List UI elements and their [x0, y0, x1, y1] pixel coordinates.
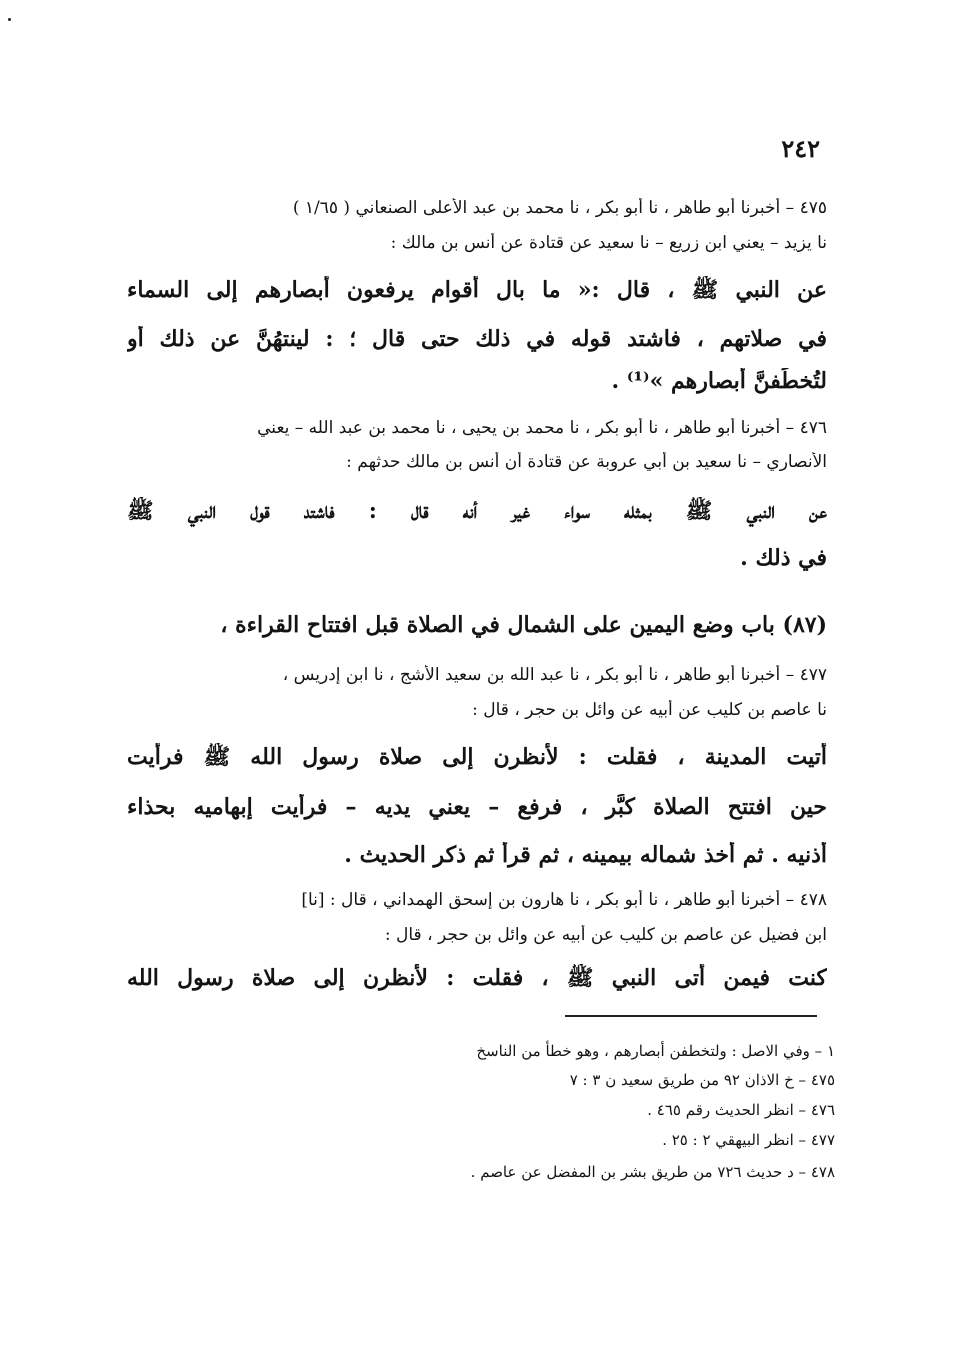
- footnote: ٤٧٦ – انظر الحديث رقم ٤٦٥ .: [647, 1101, 835, 1119]
- hadith-text-line: حين افتتح الصلاة كبَّر ، فرفع – يعني يديه – فرأيت إبهاميه بحذاء: [127, 794, 827, 820]
- hadith-text-line: عن النبي ﷺ بمثله سواء غير أنه قال : فاشتد قول النبي ﷺ: [127, 498, 827, 524]
- isnad-line: نا يزيد – يعني ابن زريع – نا سعيد عن قتادة عن أنس بن مالك :: [390, 233, 827, 253]
- isnad-line: ابن فضيل عن عاصم بن كليب عن أبيه عن وائل بن حجر ، قال :: [384, 925, 827, 945]
- isnad-line: ٤٧٨ – أخبرنا أبو طاهر ، نا أبو بكر ، نا هارون بن إسحق الهمداني ، قال : [نا]: [301, 890, 827, 910]
- footnote-separator: [565, 1015, 817, 1017]
- chapter-heading: (٨٧) باب وضع اليمين على الشمال في الصلاة قبل افتتاح القراءة ،: [220, 612, 827, 638]
- isnad-line: نا عاصم بن كليب عن أبيه عن وائل بن حجر ، قال :: [472, 700, 827, 720]
- footnote: ١ – وفي الاصل : ولتخطفن أبصارهم ، وهو خطأ من الناسخ: [476, 1042, 835, 1060]
- hadith-text-line: في ذلك .: [740, 545, 827, 571]
- margin-mark: [8, 18, 11, 21]
- hadith-text-line: في صلاتهم ، فاشتد قوله في ذلك حتى قال ؛ : لينتهُنَّ عن ذلك أو: [127, 326, 827, 352]
- page-number: ٢٤٢: [781, 134, 820, 163]
- hadith-text-line: أذنيه . ثم أخذ شماله بيمينه ، ثم قرأ ثم ذكر الحديث .: [344, 842, 827, 868]
- isnad-line: ٤٧٥ – أخبرنا أبو طاهر ، نا أبو بكر ، نا محمد بن عبد الأعلى الصنعاني ( ١/٦٥ ): [292, 198, 827, 218]
- footnote: ٤٧٧ – انظر البيهقي ٢ : ٢٥ .: [662, 1131, 835, 1149]
- hadith-text-line: أتيت المدينة ، فقلت : لأنظرن إلى صلاة رسول الله ﷺ فرأيت: [127, 744, 827, 770]
- hadith-text-line: لتُخطَفنَّ أبصارهم »⁽¹⁾ .: [611, 368, 827, 394]
- hadith-text-line: كنت فيمن أتى النبي ﷺ ، فقلت : لأنظرن إلى صلاة رسول الله: [127, 965, 827, 991]
- footnote: ٤٧٨ – د حديث ٧٢٦ من طريق بشر بن المفضل عن عاصم .: [470, 1163, 835, 1181]
- footnote: ٤٧٥ – خ الاذان ٩٢ من طريق سعيد ن ٣ : ٧: [569, 1071, 835, 1089]
- isnad-line: ٤٧٧ – أخبرنا أبو طاهر ، نا أبو بكر ، نا عبد الله بن سعيد الأشج ، نا ابن إدريس ،: [282, 665, 827, 685]
- hadith-text-line: عن النبي ﷺ ، قال :« ما بال أقوام يرفعون أبصارهم إلى السماء: [127, 277, 827, 303]
- isnad-line: ٤٧٦ – أخبرنا أبو طاهر ، نا أبو بكر ، نا محمد بن يحيى ، نا محمد بن عبد الله – يعني: [257, 418, 827, 438]
- isnad-line: الأنصاري – نا سعيد بن أبي عروبة عن قتادة أن أنس بن مالك حدثهم :: [346, 452, 827, 472]
